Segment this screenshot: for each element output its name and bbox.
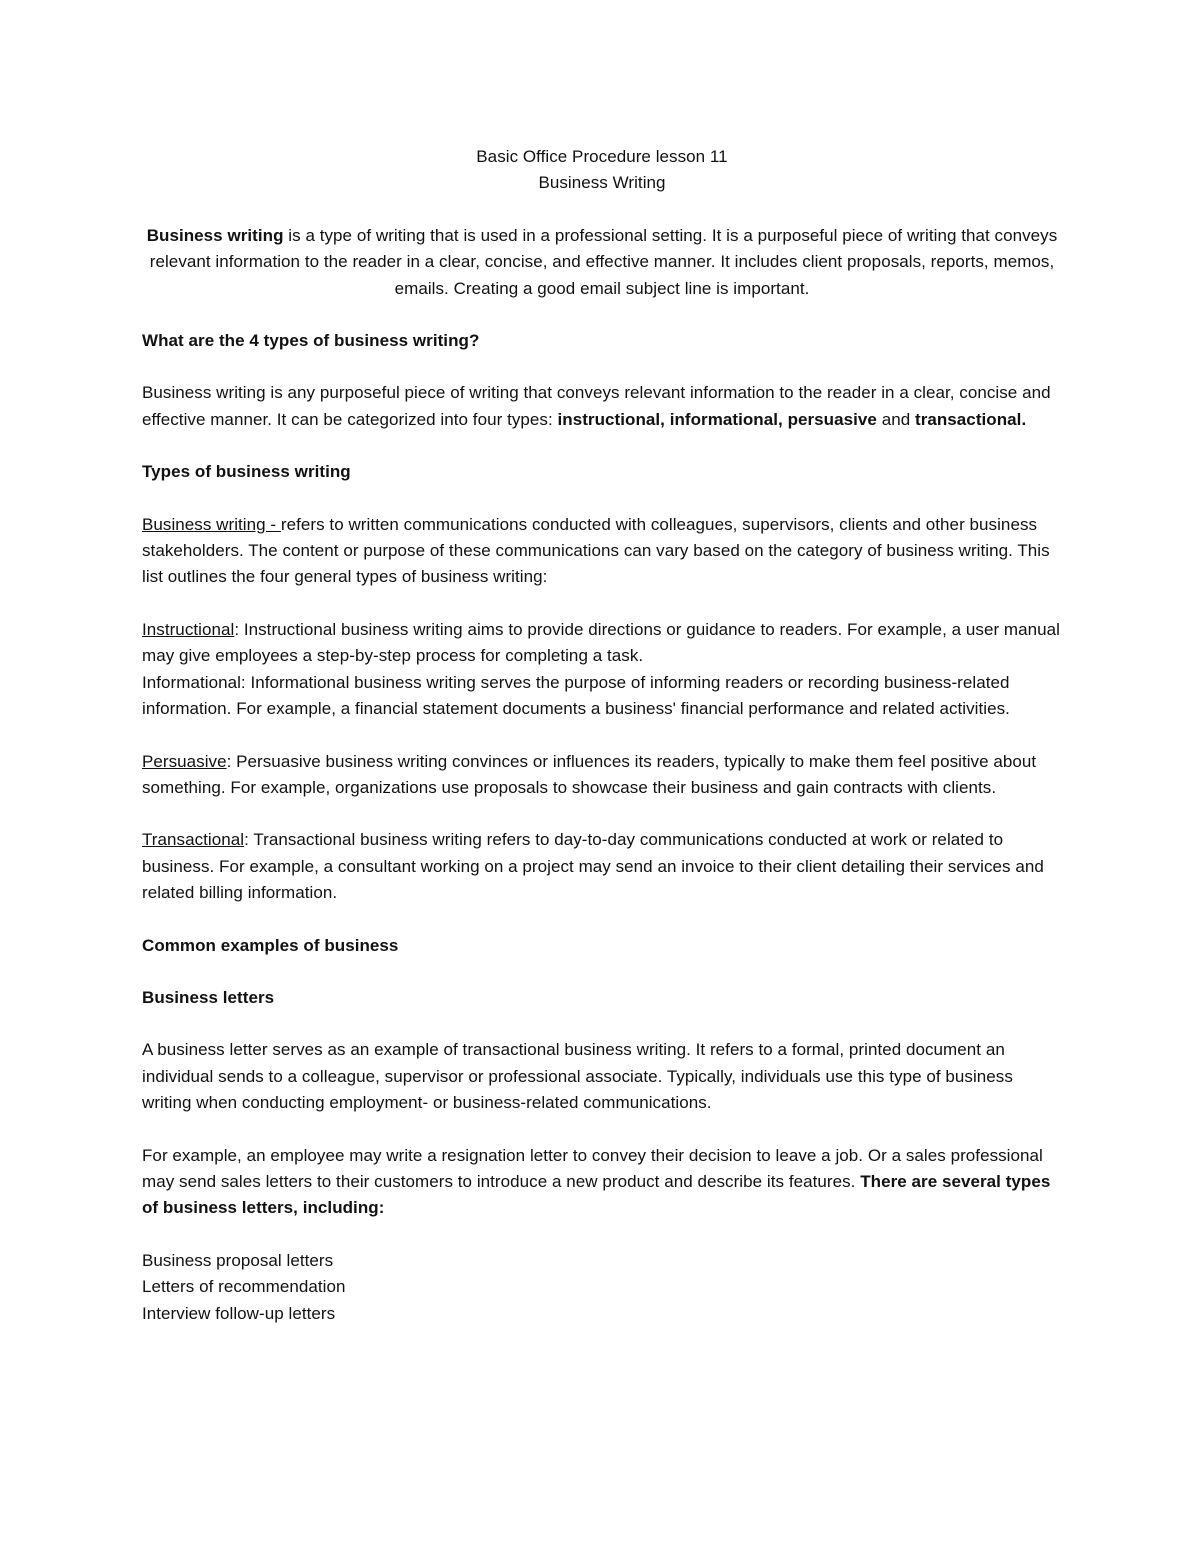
instructional-term: Instructional [142,619,235,639]
persuasive-text: : Persuasive business writing convinces or influences its readers, typically to make them feel positive about something. For example, organizations use proposals to showcase their business and gain contracts with clients. [142,751,1037,797]
examples-heading: Common examples of business [142,935,399,955]
four-types-bold-1: instructional, informational, [557,409,783,429]
list-item: Business proposal letters [142,1250,334,1270]
intro-text: is a type of writing that is used in a professional setting. It is a purposeful piece of writing that conveys relevant information to the reader in a clear, concise, and effective manner. It includes client proposals, reports, memos, emails. Creating a good email subject line is important. [149,225,1058,298]
intro-paragraph [142,223,1062,302]
list-item: Letters of recommendation [142,1277,346,1297]
letter-types-list [142,1248,1062,1327]
types-heading: Types of business writing [142,462,351,482]
business-letters-paragraph: A business letter serves as an example of transactional business writing. It refers to a formal, printed document an individual sends to a colleague, supervisor or professional associate. Typically, individuals use this type of business writing when conducting employment- or business-related communications. [142,1040,1013,1113]
transactional-term: Transactional [142,830,245,850]
business-letters-heading: Business letters [142,987,275,1007]
list-item: Interview follow-up letters [142,1303,336,1323]
four-types-paragraph [142,380,1062,433]
title-block [142,144,1062,197]
letters-example-bold: There are several types of business letters, including: [142,1171,1051,1218]
persuasive-term: Persuasive [142,751,227,771]
document-subtitle: Business Writing [538,173,666,193]
letters-example-paragraph [142,1143,1062,1222]
letters-example-text: For example, an employee may write a resignation letter to convey their decision to leave a job. Or a sales professional may send sales letters to their customers to introduce a new product and describe its features. [142,1145,1043,1191]
persuasive-paragraph [142,749,1062,802]
four-types-bold-2: persuasive [787,409,877,429]
definition-term: Business writing - [142,514,281,534]
document-title: Basic Office Procedure lesson 11 [476,147,728,166]
four-types-bold-3: transactional. [914,409,1027,429]
definition-paragraph [142,512,1062,591]
four-types-text: Business writing is any purposeful piece of writing that conveys relevant information to the reader in a clear, concise and effective manner. It can be categorized into four types: [142,383,1051,429]
transactional-paragraph [142,827,1062,906]
instructional-paragraph [142,617,1062,670]
document-body [142,144,1062,1327]
four-types-and: and [876,409,915,429]
instructional-text: : Instructional business writing aims to provide directions or guidance to readers. For example, a user manual may give employees a step-by-step process for completing a task. [142,619,1060,666]
intro-term: Business writing [146,225,284,245]
definition-text: refers to written communications conducted with colleagues, supervisors, clients and other business stakeholders. The content or purpose of these communications can vary based on the category of business writing. This list outlines the four general types of business writing: [142,514,1050,587]
transactional-text: : Transactional business writing refers to day-to-day communications conducted at work or related to business. For example, a consultant working on a project may send an invoice to their client detailing their services and related billing information. [142,830,1044,903]
informational-paragraph: Informational: Informational business writing serves the purpose of informing readers or recording business-related information. For example, a financial statement documents a business' financial performance and related activities. [142,672,1010,719]
four-types-heading: What are the 4 types of business writing? [142,331,480,351]
